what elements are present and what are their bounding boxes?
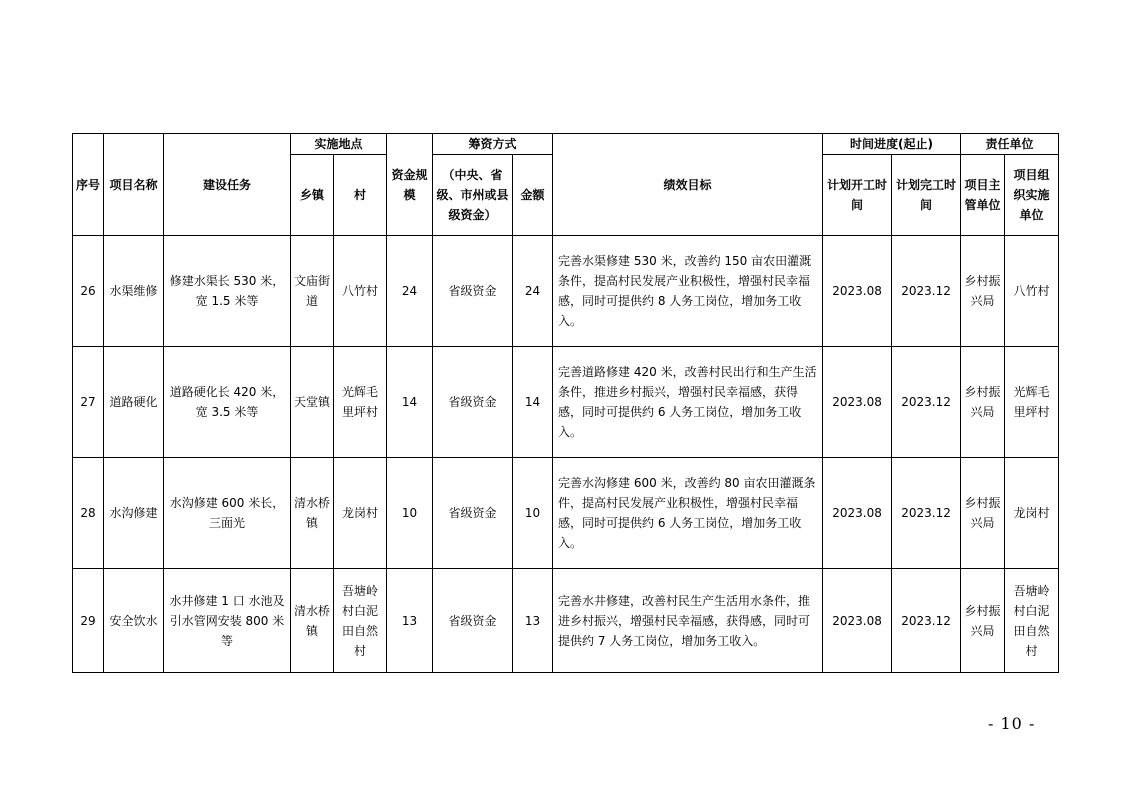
header-supervisor: 项目主管单位 — [961, 155, 1005, 236]
header-row-top — [73, 134, 1059, 155]
cell-scale: 13 — [387, 569, 433, 673]
page-number: - 10 - — [988, 714, 1036, 733]
cell-implementer: 八竹村 — [1005, 236, 1059, 347]
cell-supervisor: 乡村振兴局 — [961, 458, 1005, 569]
cell-source: 省级资金 — [433, 347, 513, 458]
cell-amount: 13 — [513, 569, 553, 673]
header-town: 乡镇 — [291, 155, 334, 236]
cell-start: 2023.08 — [823, 236, 892, 347]
cell-source: 省级资金 — [433, 236, 513, 347]
cell-scale: 10 — [387, 458, 433, 569]
cell-implementer: 龙岗村 — [1005, 458, 1059, 569]
cell-name: 水沟修建 — [104, 458, 164, 569]
header-schedule: 时间进度(起止) — [823, 134, 961, 155]
cell-source: 省级资金 — [433, 458, 513, 569]
header-goal: 绩效目标 — [553, 134, 823, 236]
header-village: 村 — [334, 155, 387, 236]
cell-town: 清水桥镇 — [291, 458, 334, 569]
cell-seq: 29 — [73, 569, 104, 673]
cell-town: 天堂镇 — [291, 347, 334, 458]
cell-village: 八竹村 — [334, 236, 387, 347]
header-funding: 筹资方式 — [433, 134, 553, 155]
cell-town: 清水桥镇 — [291, 569, 334, 673]
cell-end: 2023.12 — [892, 458, 961, 569]
cell-task: 道路硬化长 420 米，宽 3.5 米等 — [164, 347, 291, 458]
table-row — [73, 458, 1059, 569]
header-end: 计划完工时间 — [892, 155, 961, 236]
cell-village: 龙岗村 — [334, 458, 387, 569]
cell-task: 水沟修建 600 米长，三面光 — [164, 458, 291, 569]
cell-name: 道路硬化 — [104, 347, 164, 458]
cell-seq: 28 — [73, 458, 104, 569]
table-row — [73, 347, 1059, 458]
cell-supervisor: 乡村振兴局 — [961, 347, 1005, 458]
header-fund-source: （中央、省级、市州或县级资金） — [433, 155, 513, 236]
header-project-name: 项目名称 — [104, 134, 164, 236]
header-scale: 资金规模 — [387, 134, 433, 236]
header-amount: 金额 — [513, 155, 553, 236]
cell-village: 吾塘岭村白泥田自然村 — [334, 569, 387, 673]
header-start: 计划开工时间 — [823, 155, 892, 236]
cell-seq: 27 — [73, 347, 104, 458]
cell-start: 2023.08 — [823, 347, 892, 458]
cell-start: 2023.08 — [823, 569, 892, 673]
cell-end: 2023.12 — [892, 569, 961, 673]
cell-end: 2023.12 — [892, 236, 961, 347]
cell-task: 修建水渠长 530 米，宽 1.5 米等 — [164, 236, 291, 347]
cell-goal: 完善水沟修建 600 米，改善约 80 亩农田灌溉条件，提高村民发展产业积极性，增强村民幸福感，同时可提供约 6 人务工岗位，增加务工收入。 — [553, 458, 823, 569]
cell-implementer: 吾塘岭村白泥田自然村 — [1005, 569, 1059, 673]
project-table — [72, 133, 1059, 673]
table-row — [73, 236, 1059, 347]
cell-name: 安全饮水 — [104, 569, 164, 673]
header-task: 建设任务 — [164, 134, 291, 236]
cell-implementer: 光辉毛里坪村 — [1005, 347, 1059, 458]
cell-amount: 14 — [513, 347, 553, 458]
cell-source: 省级资金 — [433, 569, 513, 673]
cell-goal: 完善水井修建，改善村民生产生活用水条件，推进乡村振兴，增强村民幸福感，获得感，同时可提供约 7 人务工岗位，增加务工收入。 — [553, 569, 823, 673]
header-responsible: 责任单位 — [961, 134, 1059, 155]
cell-amount: 10 — [513, 458, 553, 569]
cell-village: 光辉毛里坪村 — [334, 347, 387, 458]
header-seq: 序号 — [73, 134, 104, 236]
table-row — [73, 569, 1059, 673]
cell-seq: 26 — [73, 236, 104, 347]
cell-amount: 24 — [513, 236, 553, 347]
cell-name: 水渠维修 — [104, 236, 164, 347]
cell-supervisor: 乡村振兴局 — [961, 569, 1005, 673]
cell-supervisor: 乡村振兴局 — [961, 236, 1005, 347]
header-location: 实施地点 — [291, 134, 387, 155]
cell-scale: 24 — [387, 236, 433, 347]
cell-goal: 完善水渠修建 530 米，改善约 150 亩农田灌溉条件，提高村民发展产业积极性，增强村民幸福感，同时可提供约 8 人务工岗位，增加务工收入。 — [553, 236, 823, 347]
cell-goal: 完善道路修建 420 米，改善村民出行和生产生活条件，推进乡村振兴，增强村民幸福感，获得感，同时可提供约 6 人务工岗位，增加务工收入。 — [553, 347, 823, 458]
cell-scale: 14 — [387, 347, 433, 458]
header-implementer: 项目组织实施单位 — [1005, 155, 1059, 236]
cell-start: 2023.08 — [823, 458, 892, 569]
cell-task: 水井修建 1 口 水池及引水管网安装 800 米等 — [164, 569, 291, 673]
cell-town: 文庙街道 — [291, 236, 334, 347]
cell-end: 2023.12 — [892, 347, 961, 458]
